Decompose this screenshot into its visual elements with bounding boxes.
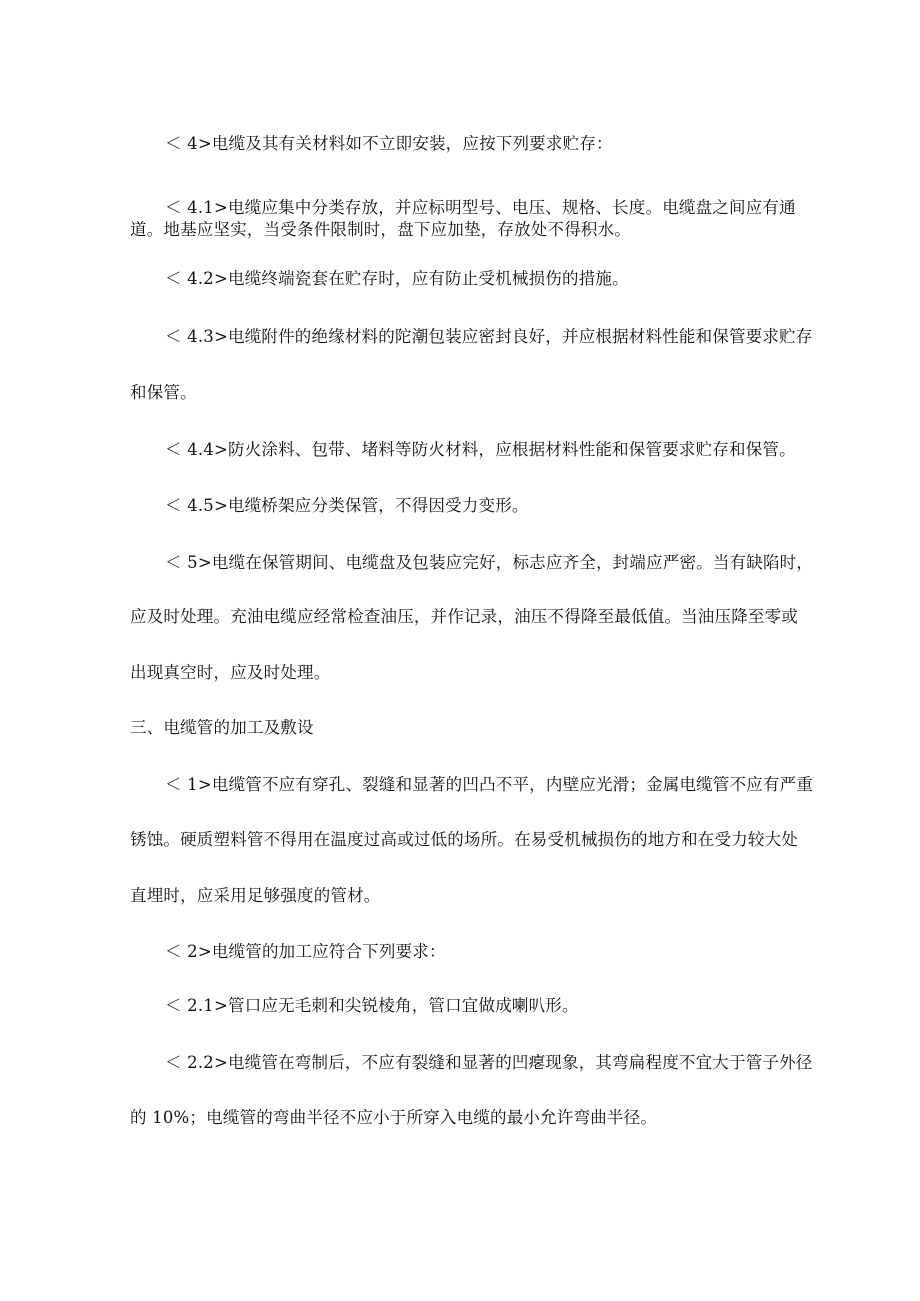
section-item-1-line-1: ＜ 1>电缆管不应有穿孔、裂缝和显著的凹凸不平，内壁应光滑；金属电缆管不应有严重 (165, 775, 814, 794)
paragraph-4-5-line-1: ＜ 4.5>电缆桥架应分类保管，不得因受力变形。 (165, 496, 529, 515)
paragraph-4-3-line-2: 和保管。 (130, 383, 197, 402)
section-item-2-1-line-1: ＜ 2.1>管口应无毛刺和尖锐棱角，管口宜做成喇叭形。 (165, 996, 579, 1015)
paragraph-4-2-line-1: ＜ 4.2>电缆终端瓷套在贮存时，应有防止受机械损伤的措施。 (165, 269, 629, 288)
paragraph-4-4-line-1: ＜ 4.4>防火涂料、包带、堵料等防火材料，应根据材料性能和保管要求贮存和保管。 (165, 440, 796, 459)
paragraph-5-line-3: 出现真空时，应及时处理。 (130, 663, 331, 682)
paragraph-5-line-1: ＜ 5>电缆在保管期间、电缆盘及包装应完好，标志应齐全，封端应严密。当有缺陷时， (165, 553, 814, 572)
section-item-1-line-2: 锈蚀。硬质塑料管不得用在温度过高或过低的场所。在易受机械损伤的地方和在受力较大处 (130, 830, 798, 849)
paragraph-5-line-2: 应及时处理。充油电缆应经常检查油压，并作记录，油压不得降至最低值。当油压降至零或 (130, 607, 798, 626)
section-item-2-2-line-2: 的 10%；电缆管的弯曲半径不应小于所穿入电缆的最小允许弯曲半径。 (130, 1108, 658, 1127)
paragraph-4-line-1: ＜ 4>电缆及其有关材料如不立即安装，应按下列要求贮存： (165, 134, 613, 153)
paragraph-4-1-line-1: ＜ 4.1>电缆应集中分类存放，并应标明型号、电压、规格、长度。电缆盘之间应有通 (165, 198, 796, 217)
section-heading-3: 三、电缆管的加工及敷设 (130, 718, 314, 737)
section-item-1-line-3: 直埋时，应采用足够强度的管材。 (130, 886, 381, 905)
paragraph-4-3-line-1: ＜ 4.3>电缆附件的绝缘材料的陀潮包装应密封良好，并应根据材料性能和保管要求贮存 (165, 327, 813, 346)
paragraph-4-1-line-2: 道。地基应坚实，当受条件限制时，盘下应加垫，存放处不得积水。 (130, 220, 631, 239)
section-item-2-2-line-1: ＜ 2.2>电缆管在弯制后，不应有裂缝和显著的凹瘪现象，其弯扁程度不宜大于管子外径 (165, 1053, 813, 1072)
section-item-2-line-1: ＜ 2>电缆管的加工应符合下列要求： (165, 942, 446, 961)
